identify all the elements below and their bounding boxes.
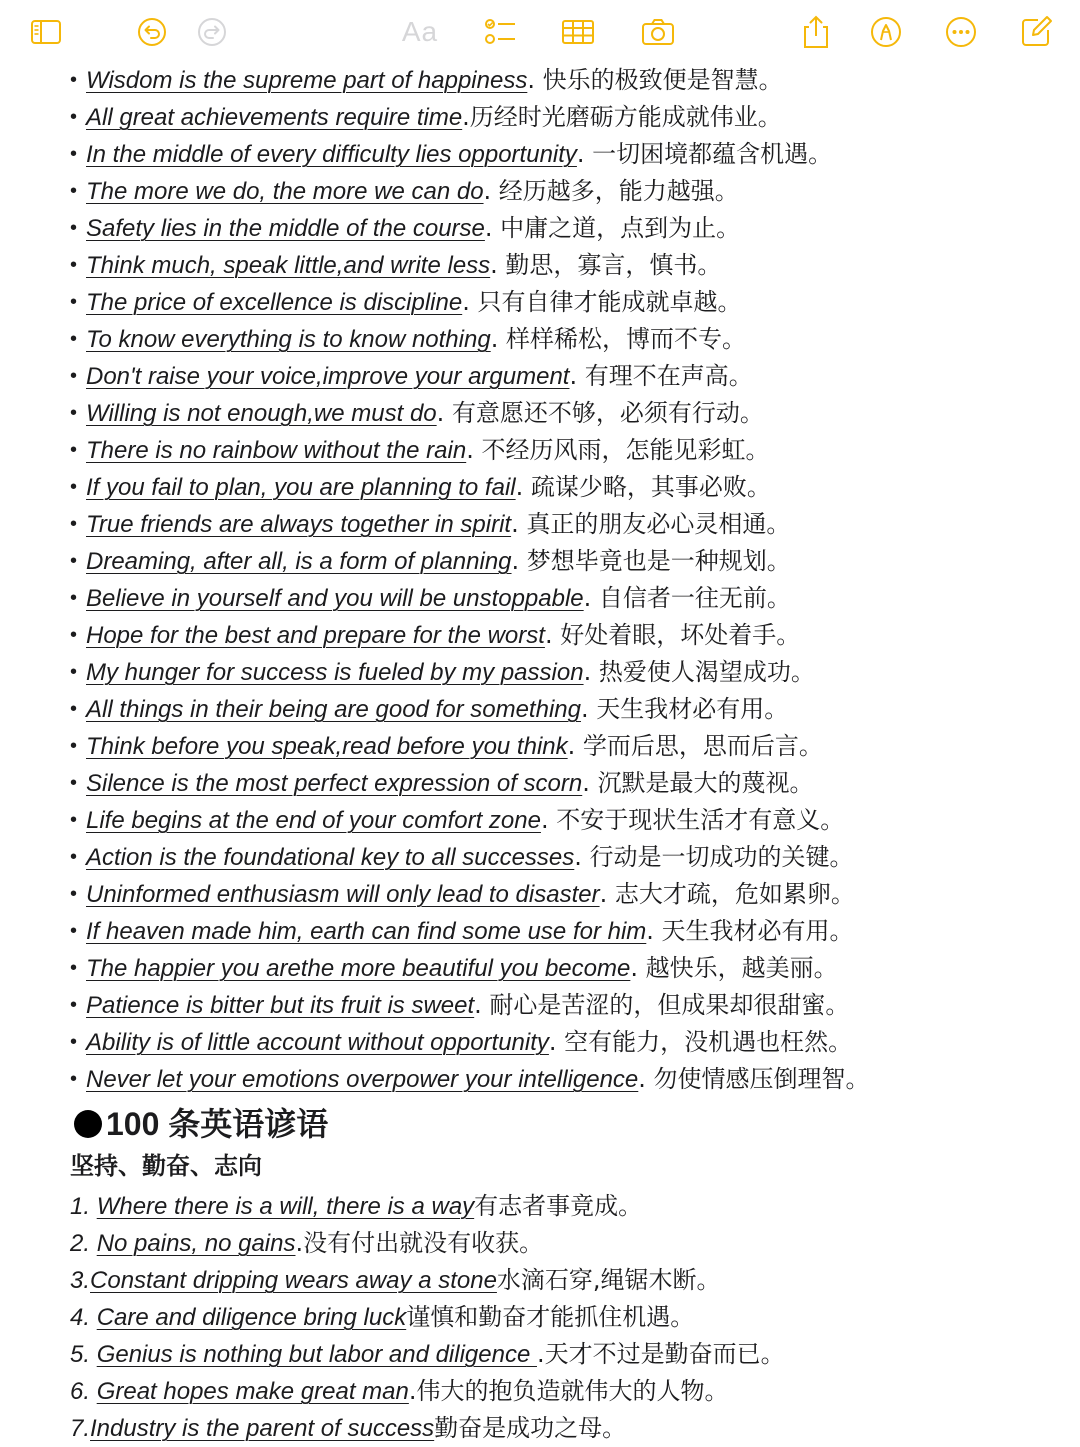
quote-item: [70, 580, 1060, 617]
quote-english: Ability is of little account without opportunity: [86, 1029, 549, 1056]
quote-chinese: . 梦想毕竟也是一种规划。: [511, 547, 791, 575]
markup-pen-icon: [868, 14, 904, 50]
proverb-english: Genius is nothing but labor and diligence: [96, 1341, 537, 1368]
quote-chinese: . 勤思，寡言，慎书。: [490, 251, 722, 279]
quote-chinese: . 疏谋少略，其事必败。: [515, 473, 771, 501]
sidebar-icon: [28, 14, 64, 50]
quote-english: Wisdom is the supreme part of happiness: [86, 67, 528, 94]
quote-chinese: . 样样稀松，博而不专。: [490, 325, 746, 353]
proverb-english: Where there is a will, there is a way: [96, 1193, 475, 1220]
quote-chinese: . 行动是一切成功的关键。: [574, 843, 854, 871]
proverb-number: 7.: [70, 1415, 91, 1442]
proverb-item: [70, 1188, 1060, 1225]
proverb-chinese: 勤奋是成功之母。: [434, 1414, 627, 1442]
quote-item: [70, 728, 1060, 765]
quote-english: Willing is not enough,we must do: [86, 400, 437, 427]
quote-item: [70, 1024, 1060, 1061]
camera-button[interactable]: [638, 14, 678, 50]
quote-english: If heaven made him, earth can find some use for him: [86, 918, 647, 945]
quote-english: True friends are always together in spirit: [86, 511, 512, 538]
quote-english: The price of excellence is discipline: [86, 289, 463, 316]
quote-item: [70, 358, 1060, 395]
quote-english: Uninformed enthusiasm will only lead to disaster: [86, 881, 600, 908]
undo-button[interactable]: [132, 14, 172, 50]
proverb-number: 3.: [70, 1267, 91, 1294]
quote-english: Silence is the most perfect expression of scorn: [86, 770, 583, 797]
proverb-item: [70, 1299, 1060, 1336]
checklist-button[interactable]: [480, 14, 520, 50]
proverb-item: [70, 1373, 1060, 1410]
quote-chinese: . 快乐的极致便是智慧。: [527, 66, 783, 94]
quote-english: To know everything is to know nothing: [86, 326, 491, 353]
quote-english: There is no rainbow without the rain: [86, 437, 467, 464]
sidebar-toggle-button[interactable]: [26, 14, 66, 50]
format-button[interactable]: [400, 14, 440, 50]
quote-item: [70, 284, 1060, 321]
proverb-number: 6.: [70, 1378, 97, 1405]
redo-button[interactable]: [192, 14, 232, 50]
quote-item: [70, 543, 1060, 580]
quote-item: [70, 99, 1060, 136]
quote-item: [70, 506, 1060, 543]
quote-english: Life begins at the end of your comfort zone: [86, 807, 541, 834]
quote-chinese: . 真正的朋友必心灵相通。: [511, 510, 791, 538]
quote-chinese: . 天生我材必有用。: [646, 917, 854, 945]
quote-english: Never let your emotions overpower your intelligence: [86, 1066, 639, 1093]
quote-item: [70, 469, 1060, 506]
quote-item: [70, 654, 1060, 691]
quote-item: [70, 950, 1060, 987]
quote-item: [70, 1061, 1060, 1098]
section-title-text: 100 条英语谚语: [106, 1106, 329, 1142]
proverb-item: [70, 1225, 1060, 1262]
quote-english: Think before you speak,read before you think: [86, 733, 568, 760]
notes-toolbar: [0, 0, 1080, 64]
section-subtitle: 坚持、勤奋、志向: [70, 1153, 262, 1180]
quote-item: [70, 839, 1060, 876]
quote-english: The more we do, the more we can do: [86, 178, 484, 205]
quote-english: Think much, speak little,and write less: [86, 252, 491, 279]
black-circle-icon: [74, 1110, 102, 1138]
quote-english: Dreaming, after all, is a form of planning: [86, 548, 512, 575]
quote-chinese: . 志大才疏，危如累卵。: [599, 880, 855, 908]
proverb-item: [70, 1262, 1060, 1299]
markup-button[interactable]: [866, 14, 906, 50]
redo-icon: [194, 14, 230, 50]
quote-item: [70, 617, 1060, 654]
quote-item: [70, 802, 1060, 839]
undo-icon: [134, 14, 170, 50]
proverb-item: [70, 1336, 1060, 1373]
proverb-english: Industry is the parent of success: [90, 1415, 435, 1442]
share-button[interactable]: [796, 14, 836, 50]
quote-item: [70, 321, 1060, 358]
more-button[interactable]: [941, 14, 981, 50]
proverb-chinese: 有志者事竟成。: [474, 1192, 643, 1220]
quote-english: The happier you arethe more beautiful you become: [86, 955, 631, 982]
quote-chinese: . 经历越多，能力越强。: [483, 177, 739, 205]
quote-item: [70, 876, 1060, 913]
quote-chinese: . 天生我材必有用。: [580, 695, 789, 723]
proverb-english: Care and diligence bring luck: [96, 1304, 407, 1331]
quote-item: [70, 987, 1060, 1024]
quote-chinese: . 勿使情感压倒理智。: [638, 1065, 870, 1093]
proverb-item: [70, 1410, 1060, 1447]
proverb-chinese: .伟大的抱负造就伟大的人物。: [408, 1377, 729, 1405]
proverb-number: 4.: [70, 1304, 97, 1331]
quote-chinese: . 只有自律才能成就卓越。: [462, 288, 742, 316]
quote-chinese: . 不经历风雨，怎能见彩虹。: [466, 436, 770, 464]
proverb-chinese: 水滴石穿,绳锯木断。: [496, 1266, 721, 1294]
compose-icon: [1018, 14, 1054, 50]
quote-item: [70, 247, 1060, 284]
quote-chinese: . 学而后思，思而后言。: [567, 732, 823, 760]
quote-list: [70, 62, 1060, 1098]
quote-english: My hunger for success is fueled by my passion: [86, 659, 584, 686]
quote-item: [70, 691, 1060, 728]
quote-item: [70, 395, 1060, 432]
quote-chinese: . 中庸之道，点到为止。: [484, 214, 741, 242]
quote-chinese: . 热爱使人渴望成功。: [583, 658, 815, 686]
checklist-icon: [482, 14, 518, 50]
quote-chinese: . 自信者一往无前。: [583, 584, 791, 612]
table-button[interactable]: [558, 14, 598, 50]
quote-english: If you fail to plan, you are planning to fail: [86, 474, 516, 501]
quote-english: Don't raise your voice,improve your argument: [86, 363, 570, 390]
quote-item: [70, 432, 1060, 469]
proverb-chinese: 谨慎和勤奋才能抓住机遇。: [406, 1303, 695, 1331]
more-icon: [943, 14, 979, 50]
quote-chinese: . 不安于现状生活才有意义。: [540, 806, 845, 834]
quote-chinese: . 一切困境都蕴含机遇。: [576, 140, 833, 168]
quote-english: Believe in yourself and you will be unstoppable: [86, 585, 584, 612]
quote-english: Patience is bitter but its fruit is sweet: [86, 992, 475, 1019]
quote-item: [70, 62, 1060, 99]
proverb-english: Great hopes make great man: [96, 1378, 409, 1405]
quote-item: [70, 765, 1060, 802]
proverb-english: No pains, no gains: [96, 1230, 296, 1257]
quote-item: [70, 913, 1060, 950]
camera-icon: [640, 14, 676, 50]
note-body[interactable]: [70, 62, 1060, 1447]
table-icon: [560, 14, 596, 50]
quote-chinese: . 有理不在声高。: [569, 362, 753, 390]
quote-item: [70, 210, 1060, 247]
quote-english: Action is the foundational key to all successes: [86, 844, 575, 871]
quote-chinese: . 沉默是最大的蔑视。: [582, 769, 814, 797]
proverb-number: 5.: [70, 1341, 97, 1368]
share-icon: [798, 14, 834, 50]
quote-chinese: . 越快乐，越美丽。: [630, 954, 838, 982]
proverb-list: [70, 1188, 1060, 1447]
quote-item: [70, 173, 1060, 210]
proverb-number: 2.: [70, 1230, 97, 1257]
quote-english: In the middle of every difficulty lies opportunity: [86, 141, 577, 168]
quote-chinese: . 好处着眼，坏处着手。: [544, 621, 801, 649]
quote-english: Safety lies in the middle of the course: [86, 215, 485, 242]
quote-item: [70, 136, 1060, 173]
quote-english: All things in their being are good for something: [86, 696, 581, 723]
proverb-number: 1.: [70, 1193, 97, 1220]
quote-chinese: . 有意愿还不够，必须有行动。: [436, 399, 764, 427]
quote-chinese: . 空有能力，没机遇也枉然。: [548, 1028, 853, 1056]
section-heading: [70, 1102, 1060, 1146]
quote-english: All great achievements require time: [86, 104, 463, 131]
quote-chinese: .历经时光磨砺方能成就伟业。: [462, 103, 782, 131]
text-format-icon: Aa: [401, 16, 439, 47]
proverb-chinese: .天才不过是勤奋而已。: [536, 1340, 785, 1368]
proverb-chinese: .没有付出就没有收获。: [295, 1229, 544, 1257]
quote-english: Hope for the best and prepare for the worst: [86, 622, 545, 649]
proverb-english: Constant dripping wears away a stone: [90, 1267, 497, 1294]
compose-button[interactable]: [1016, 14, 1056, 50]
quote-chinese: . 耐心是苦涩的，但成果却很甜蜜。: [474, 991, 850, 1019]
